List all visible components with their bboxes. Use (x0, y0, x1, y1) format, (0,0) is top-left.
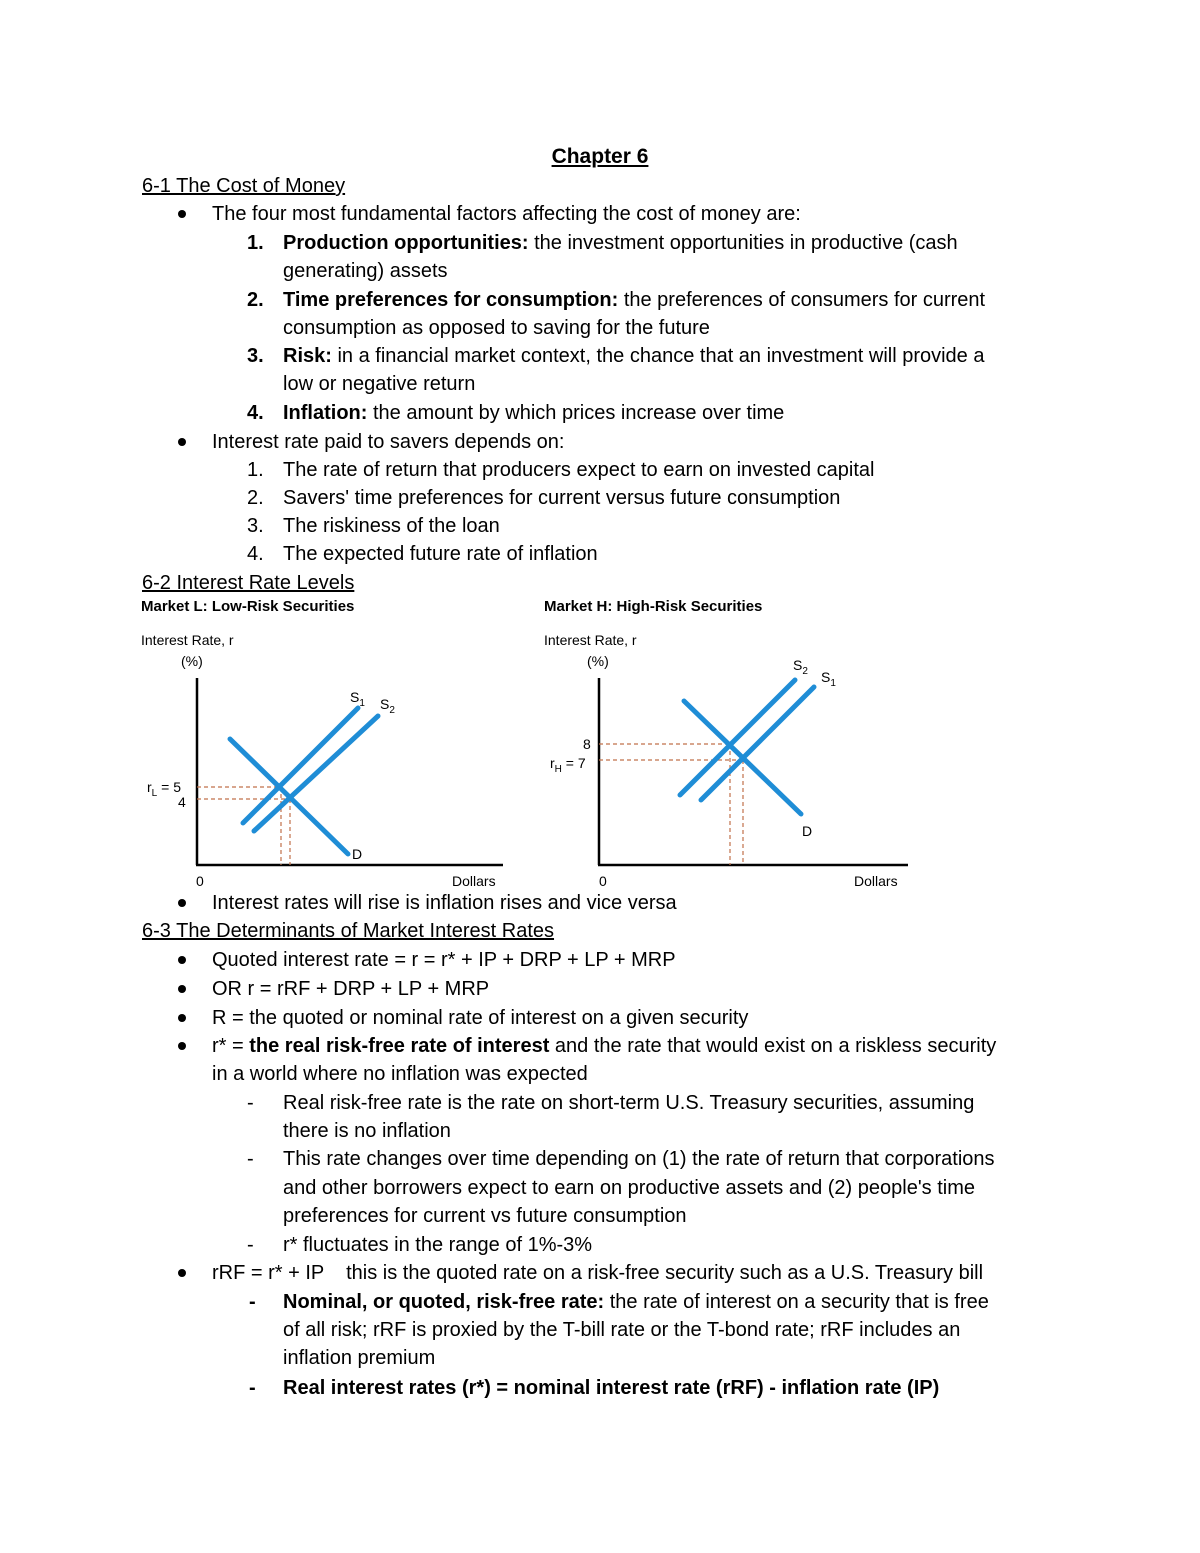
bullet-text: The four most fundamental factors affecting the cost of money are: (212, 203, 801, 225)
list-item (283, 231, 958, 255)
bullet-text: Interest rate paid to savers depends on: (212, 431, 565, 453)
sub-item: Real interest rates (r*) = nominal interest rate (rRF) - inflation rate (IP) (283, 1377, 940, 1399)
definition: the preferences of consumers for current (618, 289, 986, 311)
list-item (283, 344, 984, 368)
tick-8: 8 (583, 736, 591, 752)
definition: the amount by which prices increase over time (367, 402, 785, 424)
s1-label: $S_1$ (350, 689, 365, 709)
list-number: 1. (247, 232, 264, 254)
sub-item-continuation: inflation premium (283, 1347, 436, 1369)
sub-item-continuation: and other borrowers expect to earn on productive assets and (2) people's time (283, 1177, 975, 1199)
sub-item-continuation: preferences for current vs future consumption (283, 1205, 687, 1227)
dash-marker: - (249, 1377, 256, 1399)
list-item: The riskiness of the loan (283, 515, 500, 537)
demand-label: D (802, 823, 813, 839)
y-axis-unit: (%) (587, 653, 609, 669)
rl-label: $r_L = 5$ (147, 779, 181, 799)
list-number: 4. (247, 543, 264, 565)
bullet-icon (178, 1014, 186, 1022)
dash-marker: - (247, 1148, 254, 1170)
bullet-icon (178, 985, 186, 993)
bullet-text: r* = the real risk-free rate of interest and the rate that would exist on a riskless security (212, 1035, 997, 1057)
sub-item-continuation: there is no inflation (283, 1120, 451, 1142)
dash-marker: - (247, 1092, 254, 1114)
s2-label: $S_2$ (793, 657, 808, 677)
x-axis-label: Dollars (452, 873, 496, 889)
list-number: 3. (247, 515, 264, 537)
term: Risk: (283, 345, 332, 367)
page-title: Chapter 6 (551, 145, 649, 168)
list-item (283, 401, 784, 425)
term: Inflation: (283, 402, 368, 424)
bullet-icon (178, 1269, 186, 1277)
market-h-graph (533, 592, 933, 892)
s1-label: $S_1$ (821, 669, 836, 689)
dash-marker: - (247, 1234, 254, 1256)
supply-curve-s2 (680, 680, 795, 795)
list-item-continuation: generating) assets (283, 260, 448, 282)
list-item: The expected future rate of inflation (283, 543, 598, 565)
bullet-text: R = the quoted or nominal rate of interest on a given security (212, 1007, 749, 1029)
graph-title: Market H: High-Risk Securities (544, 598, 763, 615)
bullet-icon (178, 899, 186, 907)
sub-item: Real risk-free rate is the rate on short-term U.S. Treasury securities, assuming (283, 1092, 975, 1114)
list-number: 3. (247, 345, 264, 367)
list-item-continuation: low or negative return (283, 373, 476, 395)
supply-curve-s1 (701, 687, 814, 800)
section-heading-cost-of-money: 6-1 The Cost of Money (142, 175, 346, 197)
bullet-icon (178, 210, 186, 218)
bullet-text: Quoted interest rate = r = r* + IP + DRP + LP + MRP (212, 949, 676, 971)
sub-item: r* fluctuates in the range of 1%-3% (283, 1234, 593, 1256)
list-number: 4. (247, 402, 264, 424)
rh-label: $r_H = 7$ (550, 755, 586, 775)
list-number: 1. (247, 459, 264, 481)
bullet-icon (178, 438, 186, 446)
y-axis-label: Interest Rate, r (544, 632, 637, 648)
supply-curve-s2 (254, 716, 378, 831)
bullet-icon (178, 956, 186, 964)
sub-item-continuation: of all risk; rRF is proxied by the T-bill rate or the T-bond rate; rRF includes an (283, 1319, 961, 1341)
bullet-text: OR r = rRF + DRP + LP + MRP (212, 978, 490, 1000)
list-number: 2. (247, 289, 264, 311)
demand-label: D (352, 846, 363, 862)
definition: the investment opportunities in productive (cash (528, 232, 958, 254)
s2-label: $S_2$ (380, 696, 395, 716)
definition: in a financial market context, the chance that an investment will provide a (331, 345, 985, 367)
y-axis-unit: (%) (181, 653, 203, 669)
list-item: The rate of return that producers expect to earn on invested capital (283, 459, 875, 481)
section-heading-interest-rate-levels: 6-2 Interest Rate Levels (142, 572, 355, 594)
term: Time preferences for consumption: (283, 289, 619, 311)
origin-label: 0 (599, 873, 607, 889)
bullet-icon (178, 1042, 186, 1050)
sub-item: Nominal, or quoted, risk-free rate: the rate of interest on a security that is free (283, 1291, 989, 1313)
dash-marker: - (249, 1291, 256, 1313)
market-l-graph (130, 592, 530, 892)
y-axis-label: Interest Rate, r (141, 632, 234, 648)
bullet-text-continuation: in a world where no inflation was expected (212, 1063, 588, 1085)
term: Production opportunities: (283, 232, 529, 254)
list-item: Savers' time preferences for current versus future consumption (283, 487, 841, 509)
section-heading-determinants: 6-3 The Determinants of Market Interest Rates (142, 920, 555, 942)
list-item (283, 288, 985, 312)
bullet-text: Interest rates will rise is inflation rises and vice versa (212, 892, 677, 914)
list-number: 2. (247, 487, 264, 509)
x-axis-label: Dollars (854, 873, 898, 889)
sub-item: This rate changes over time depending on (1) the rate of return that corporations (283, 1148, 995, 1170)
list-item-continuation: consumption as opposed to saving for the future (283, 317, 710, 339)
origin-label: 0 (196, 873, 204, 889)
graph-title: Market L: Low-Risk Securities (141, 598, 355, 615)
bullet-text: rRF = r* + IP this is the quoted rate on a risk-free security such as a U.S. Treasury bill (212, 1262, 984, 1284)
tick-4: 4 (178, 794, 186, 810)
